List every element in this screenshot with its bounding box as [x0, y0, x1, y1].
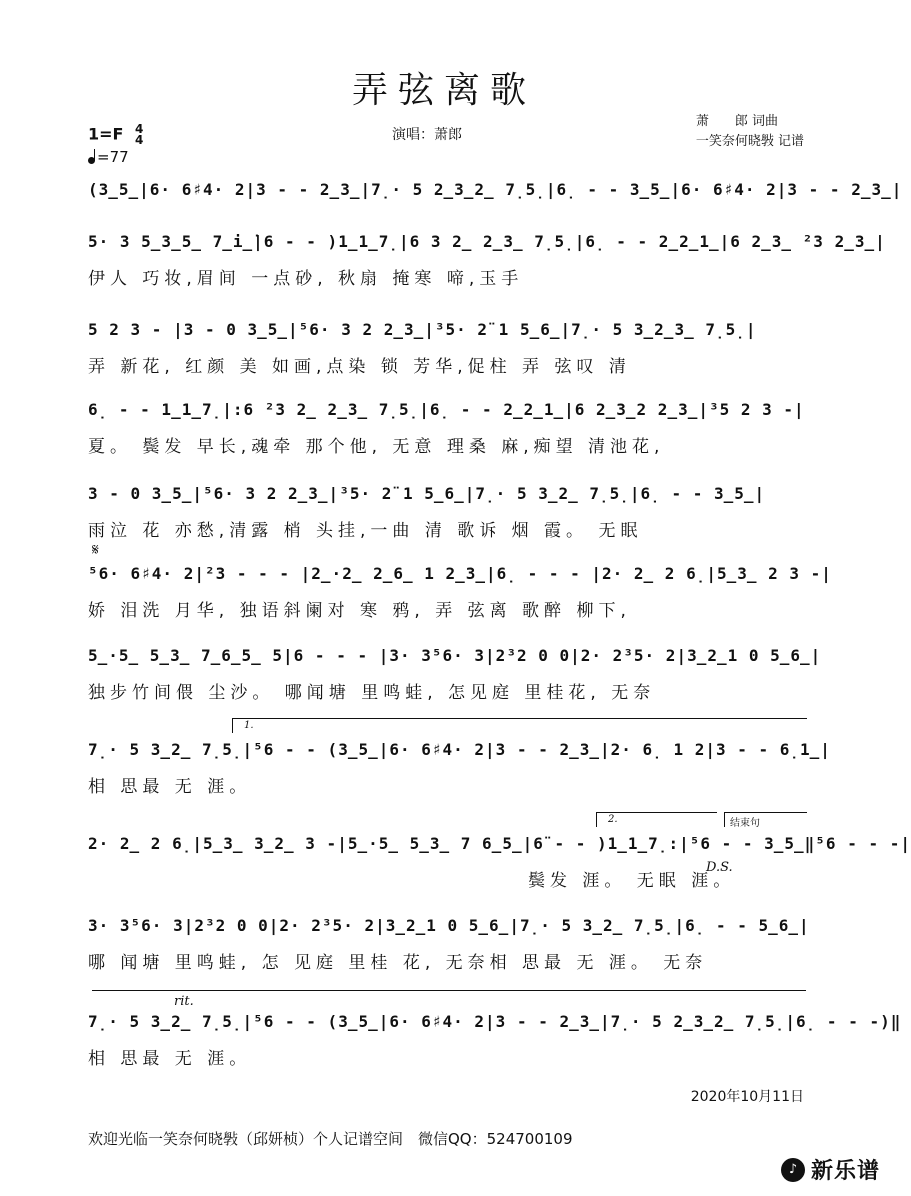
singer-credit: 演唱：萧郎 [392, 127, 462, 143]
notation-line: 3 - 0 3̲5̲|⁵6· 3 2 2̲3̲|³5· 2̈ 1 5̲6̲|7̣· 5 3̲2̲ 7̣5̣|6̣ - - 3̲5̲| [88, 484, 766, 503]
date-label: 2020年10月11日 [690, 1089, 804, 1105]
notation-line: 3· 3⁵6· 3|2³2 0 0|2· 2³5· 2|3̲2̲1 0 5̲6̲|7̣· 5 3̲2̲ 7̣5̣|6̣ - - 5̲6̲| [88, 916, 810, 935]
time-signature [135, 124, 143, 146]
first-ending-label: 1. [244, 720, 254, 731]
credits [696, 112, 804, 152]
key-signature [88, 124, 143, 146]
tempo-value: =77 [97, 148, 129, 166]
notation-line: 6̣ - - 1̲1̲7̣|:6 ²3 2̲ 2̲3̲ 7̣5̣|6̣ - - 2̲2̲1̲|6 2̲3̲2 2̲3̲|³5 2 3 -| [88, 400, 805, 419]
logo-text: 新乐谱 [810, 1159, 880, 1184]
rit-marker: rit. [174, 994, 194, 1009]
lyrics-line: 相 思最 无 涯。 [88, 1049, 252, 1069]
music-note-icon: ♪ [781, 1158, 805, 1182]
time-bottom: 4 [135, 133, 144, 147]
second-ending-label: 2. [608, 814, 618, 825]
tempo-marking [88, 148, 129, 166]
lyrics-line: 相 思最 无 涯。 [88, 777, 252, 797]
notation-line: 2· 2̲ 2 6̣|5̲3̲ 3̲2̲ 3 -|5̲·5̲ 5̲3̲ 7 6̲5̲|6̈ - - )1̲1̲7̣:|⁵6 - - 3̲5̲‖⁵6 - - -| [88, 834, 911, 853]
lyrics-line: 哪 闻塘 里鸣蛙, 怎 见庭 里桂 花, 无奈相 思最 无 涯。 无奈 [88, 953, 708, 973]
site-logo [781, 1154, 880, 1185]
lyrics-line: 独步竹间偎 尘沙。 哪闻塘 里鸣蛙, 怎见庭 里桂花, 无奈 [88, 683, 656, 703]
song-title: 弄弦离歌 [351, 70, 536, 111]
lyrics-line: 伊人 巧妆,眉间 一点砂, 秋扇 掩寒 啼,玉手 [88, 269, 524, 289]
notation-line: 7̣· 5 3̲2̲ 7̣5̣|⁵6 - - (3̲5̲|6· 6♯4· 2|3 - - 2̲3̲|2· 6̣ 1 2|3 - - 6̣1̲| [88, 740, 831, 759]
lyricist-composer: 萧 郎 词曲 [695, 114, 778, 129]
rit-bracket [92, 990, 806, 1005]
notation-line: (3̲5̲|6· 6♯4· 2|3 - - 2̲3̲|7̣· 5 2̲3̲2̲ 7̣5̣|6̣ - - 3̲5̲|6· 6♯4· 2|3 - - 2̲3̲| [88, 180, 903, 199]
segno-marker: 𝄋 [92, 540, 99, 559]
notation-line: 5· 3 5̲3̲5̲ 7̲i̲̇|6 - - )1̲1̲7̣|6 3 2̲ 2̲3̲ 7̣5̣|6̣ - - 2̲2̲1̲|6 2̲3̲ ²3 2̲3̲| [88, 232, 886, 251]
notation-line: 5̲·5̲ 5̲3̲ 7̲6̲5̲ 5|6 - - - |3· 3⁵6· 3|2³2 0 0|2· 2³5· 2|3̲2̲1 0 5̲6̲| [88, 646, 822, 665]
ds-marker: D.S. [706, 860, 733, 875]
time-top: 4 [135, 122, 144, 136]
footer-text: 欢迎光临一笑奈何晓斅（邱妍桢）个人记谱空间 微信QQ：524700109 [88, 1130, 573, 1148]
notation-line: 5 2 3 - |3 - 0 3̲5̲|⁵6· 3 2 2̲3̲|³5· 2̈ 1 5̲6̲|7̣· 5 3̲2̲3̲ 7̣5̣| [88, 320, 757, 339]
notation-line: 7̣· 5 3̲2̲ 7̣5̣|⁵6 - - (3̲5̲|6· 6♯4· 2|3 - - 2̲3̲|7̣· 5 2̲3̲2̲ 7̣5̣|6̣ - - -)‖ [88, 1012, 902, 1031]
lyrics-line: 雨泣 花 亦愁,清露 梢 头挂,一曲 清 歌诉 烟 霞。 无眠 [88, 521, 643, 541]
lyrics-line: 夏。 鬓发 早长,魂牵 那个他, 无意 理桑 麻,痴望 清池花, [88, 437, 665, 457]
lyrics-line: 娇 泪洗 月华, 独语斜阑对 寒 鸦, 弄 弦离 歌醉 柳下, [88, 601, 631, 621]
lyrics-line: 鬓发 涯。 无眠 涯。 [528, 871, 736, 891]
lyrics-line: 弄 新花, 红颜 美 如画,点染 锁 芳华,促柱 弄 弦叹 清 [88, 357, 631, 377]
transcriber: 一笑奈何晓斅 记谱 [695, 134, 804, 149]
key-text: 1=F [88, 124, 124, 144]
quarter-note-icon [88, 157, 95, 164]
notation-line: ⁵6· 6♯4· 2|²3 - - - |2̲·2̲ 2̲6̲ 1 2̲3̲|6̣ - - - |2· 2̲ 2 6̣|5̲3̲ 2 3 -| [88, 564, 832, 583]
coda-label: 结束句 [730, 818, 760, 829]
first-ending-bracket [232, 718, 807, 733]
